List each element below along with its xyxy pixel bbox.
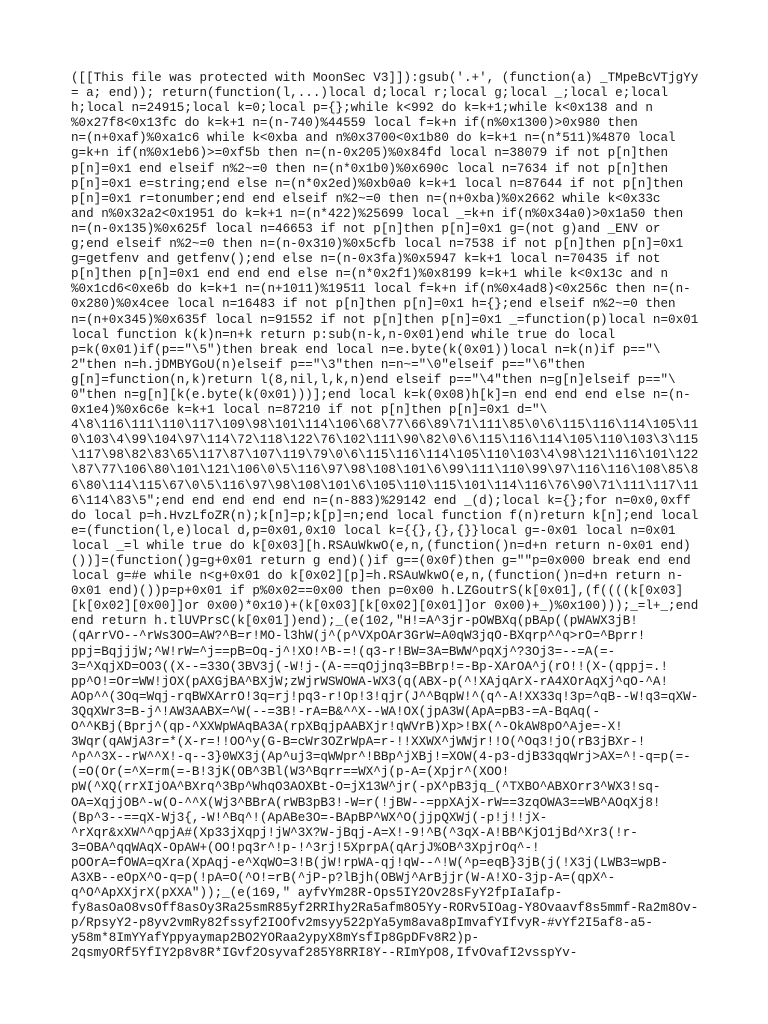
code-line: n=(n+0xaf)%0xa1c6 while k<0xba and n%0x3700<0x1b80 do k=k+1 n=(n*511)%4870 local — [71, 131, 676, 146]
code-line: OA=XqjjOB^-w(O-^^X(Wj3^BBrA(rWB3pB3!-W=r(!jBW--=ppXAjX-rW==3zqOWA3==WB^AOqXj8! — [71, 795, 661, 810]
code-line: 3=^XqjXD=OO3((X--=33O(3BV3j(-W!j-(A-==qOjjnq3=BBrp!=-Bp-XArOA^j(rO!!(X-(qppj=.! — [71, 659, 669, 674]
code-line: fy8asOaO8vsOff8asOy3Ra25smR85yf2RRIhy2Ra5afm8O5Yy-RORv5IOag-Y8Ovaavf8s5mmf-Ra2m8Ov- — [71, 901, 699, 916]
code-line: (qArrVO--^rWs3OO=AW?^B=r!MO-l3hW(j^(p^VXpOAr3GrW=A0qW3jqO-BXqrp^^q>rO=^Bprr! — [71, 629, 646, 644]
code-line: p[n]=0x1 end elseif n%2~=0 then n=(n*0x1b0)%0x690c local n=7634 if not p[n]then — [71, 161, 669, 176]
code-line: 3Wqr(qAWjA3r=*(X-r=!!OO^y(G-B=cWr3OZrWpA=r-!!XXWX^jWWjr!!O(^Oq3!jO(rB3jBXr-! — [71, 735, 646, 750]
code-line: y58m*8ImYYafYppyaymap2BO2YORaa2ypyX8mYsfIp8GpDFv8R2)p- — [71, 931, 480, 946]
code-line: g=getfenv and getfenv();end else n=(n-0x3fa)%0x5947 k=k+1 local n=70435 if not — [71, 252, 661, 267]
code-line: p=k(0x01)if(p=="\5")then break end local n=e.byte(k(0x01))local n=k(n)if p=="\ — [71, 342, 661, 357]
code-line: do local p=h.HvzLfoZR(n);k[n]=p;k[p]=n;end local function f(n)return k[n];end local — [71, 508, 699, 523]
code-line: ppj=BqjjjW;^W!rW=^j==pB=Oq-j^!XO!^B-=!(q3-r!BW=3A=BWW^pqXj^?3Oj3=--=A(=- — [71, 644, 616, 659]
code-line: ^rXqr&xXW^^qpjA#(Xp33jXqpj!jW^3X?W-jBqj-A=X!-9!^B(^3qX-A!BB^KjO1jBd^Xr3(!r- — [71, 825, 638, 840]
code-line: O^^KBj(Bprj^(qp-^XXWpWAqBA3A(rpXBqjpAABXjr!qWVrB)Xp>!BX(^-OkAW8pO^Aje=-X! — [71, 720, 623, 735]
code-line: local g=#e while n<g+0x01 do k[0x02][p]=h.RSAuWkwO(e,n,(function()n=d+n return n- — [71, 569, 684, 584]
code-line: 0"then n=g[n][k(e.byte(k(0x01)))];end local k=k(0x08)h[k]=n end end end else n=(n- — [71, 387, 691, 402]
code-line: p[n]=0x1 r=tonumber;end end elseif n%2~=0 then n=(n+0xba)%0x2662 while k<0x33c — [71, 191, 661, 206]
code-line: p[n]=0x1 e=string;end else n=(n*0x2ed)%0xb0a0 k=k+1 local n=87644 if not p[n]then — [71, 176, 684, 191]
code-line: 4\8\116\111\110\117\109\98\101\114\106\68\77\66\89\71\111\85\0\6\115\116\114\105\11 — [71, 418, 699, 433]
code-line: g[n]=function(n,k)return l(8,nil,l,k,n)end elseif p=="\4"then n=g[n]elseif p=="\ — [71, 372, 676, 387]
code-line: g=k+n if(n%0x1eb6)>=0xf5b then n=(n-0x205)%0x84fd local n=38079 if not p[n]then — [71, 146, 669, 161]
code-line: q^O^ApXXjrX(pXXA"));_(e(169," ayfvYm28R-Ops5IY2Ov28sFyY2fpIaIafp- — [71, 886, 563, 901]
code-line: 2qsmyORf5YfIY2p8v8R*IGvf2Osyvaf285Y8RRI8Y--RImYpO8,IfvOvafI2vsspYv- — [71, 946, 578, 961]
code-line: ^p^^3X--rW^^X!-q--3}0WX3j(Ap^uj3=qWWpr^!BBp^jXBj!=XOW(4-p3-djB33qqWrj>AX=^!-q=p(=- — [71, 750, 691, 765]
code-line: ())]=(function()g=g+0x01 return g end)()if g==(0x0f)then g=""p=0x000 break end end — [71, 554, 691, 568]
code-line: g;end elseif n%2~=0 then n=(n-0x310)%0x5cfb local n=7538 if not p[n]then p[n]=0x1 — [71, 237, 684, 252]
code-line: p/RpsyY2-p8yv2vmRy82fssyf2IOOfv2msyy522pYa5ym8ava8pImvafYIfvyR-#vYf2I5af8-a5- — [71, 916, 653, 931]
code-line: e=(function(l,e)local d,p=0x01,0x10 local k={{},{},{}}local g=-0x01 local n=0x01 — [71, 523, 676, 538]
code-line: p[n]then p[n]=0x1 end end end else n=(n*0x2f1)%0x8199 k=k+1 while k<0x13c and n — [71, 267, 669, 282]
code-line: %0x27f8<0x13fc do k=k+1 n=(n-740)%44559 local f=k+n if(n%0x1300)>0x980 then — [71, 116, 638, 131]
code-line: = a; end)); return(function(l,...)local d;local r;local g;local _;local e;local — [71, 86, 669, 101]
code-line: local _=l while true do k[0x03][h.RSAuWkwO(e,n,(function()n=d+n return n-0x01 end) — [71, 538, 691, 553]
code-line: and n%0x32a2<0x1951 do k=k+1 n=(n*422)%25699 local _=k+n if(n%0x34a0)>0x1a50 then — [71, 206, 684, 221]
code-line: pW(^XQ(rrXIjOA^BXrq^3Bp^WhqO3AOXBt-O=jX13W^jr(-pX^pB3jq_(^TXBO^ABXOrr3^WX3!sq- — [71, 780, 661, 795]
code-line: AOp^^(3Oq=Wqj-rqBWXArrO!3q=rj!pq3-r!Op!3!qjr(J^^BqpW!^(q^-A!XX33q!3p=^qB--W!q3=qXW- — [71, 689, 699, 704]
code-line: 6\114\83\5";end end end end end n=(n-883)%29142 end _(d);local k={};for n=0x0,0xff — [71, 493, 691, 508]
code-line: 0x01 end)())p=p+0x01 if p%0x02==0x00 then p=0x00 h.LZGoutrS(k[0x01],(f((((k[0x03] — [71, 584, 684, 599]
code-line: pp^O!=Or=WW!jOX(pAXGjBA^BXjW;zWjrWSWOWA-WX3(q(ABX-p(^!XAjqArX-rA4XOrAqXj^qO-^A! — [71, 674, 669, 689]
code-line: 3=OBA^qqWAqX-OpAW+(OO!pq3r^!p-!^3rj!5XprpA(qArjJ%OB^3XpjrOq^-! — [71, 840, 540, 855]
code-line: \117\98\82\83\65\117\87\107\119\79\0\6\115\116\114\105\110\103\4\98\121\116\101\122 — [71, 448, 699, 463]
code-line: 2"then n=h.jDMBYGoU(n)elseif p=="\3"then n=n~="\0"elseif p=="\6"then — [71, 357, 585, 372]
code-line: A3XB--eOpX^O-q=p(!pA=O(^O!=rB(^jP-p?lBjh(OBWj^ArBjjr(W-A!XO-3jp-A=(qpX^- — [71, 870, 616, 885]
code-line: 6\80\114\115\67\0\5\116\97\98\108\101\6\105\110\115\101\114\116\76\90\71\111\117\11 — [71, 478, 699, 493]
code-line: h;local n=24915;local k=0;local p={};while k<992 do k=k+1;while k<0x138 and n — [71, 101, 653, 116]
code-line: local function k(k)n=n+k return p:sub(n-k,n-0x01)end while true do local — [71, 327, 616, 342]
code-line: ([[This file was protected with MoonSec V3]]):gsub('.+', (function(a) _TMpeBcVTjgYy — [71, 71, 699, 85]
code-line: (Bp^3--==qX-Wj3{,-W!^Bq^!(ApABe3O=-BApBP^WX^O(jjpQXWj(-p!j!!jX- — [71, 810, 548, 825]
code-line: 0x1e4)%0x6c6e k=k+1 local n=87210 if not p[n]then p[n]=0x1 d="\ — [71, 403, 548, 418]
obfuscated-code-block — [71, 71, 701, 962]
code-line: end return h.tlUVPrsC(k[0x01])end);_(e(102,"H!=A^3jr-pOWBXq(pBAp((pWAWX3jB! — [71, 614, 638, 629]
code-line: %0x1cd6<0xe6b do k=k+1 n=(n+1011)%19511 local f=k+n if(n%0x4ad8)<0x256c then n=(n- — [71, 282, 691, 297]
code-line: 3QqXWr3=B-j^!AW3AABX=^W(--=3B!-rA=B&^^X--WA!OX(jpA3W(ApA=pB3-=A-BqAq(- — [71, 704, 601, 719]
code-line: (=O(Or(=^X=rm(=-B!3jK(OB^3Bl(W3^Bqrr==WX^j(p-A=(Xpjr^(XOO! — [71, 765, 510, 780]
code-line: \87\77\106\80\101\121\106\0\5\116\97\98\108\101\6\99\111\110\99\97\116\116\108\85\8 — [71, 463, 699, 478]
code-line: 0x280)%0x4cee local n=16483 if not p[n]then p[n]=0x1 h={};end elseif n%2~=0 then — [71, 297, 676, 312]
code-line: [k[0x02][0x00]]or 0x00)*0x10)+(k[0x03][k[0x02][0x01]]or 0x00)+_)%0x100)));_=l+_;end — [71, 599, 699, 614]
code-line: 0\103\4\99\104\97\114\72\118\122\76\102\111\90\82\0\6\115\116\114\105\110\103\3\115 — [71, 433, 699, 448]
code-line: n=(n-0x135)%0x625f local n=46653 if not p[n]then p[n]=0x1 g=(not g)and _ENV or — [71, 221, 661, 236]
code-line: pOOrA=fOWA=qXra(XpAqj-e^XqWO=3!B(jW!rpWA-qj!qW--^!W(^p=eqB}3jB(j(!X3j(LWB3=wpB- — [71, 855, 669, 870]
code-line: n=(n+0x345)%0x635f local n=91552 if not p[n]then p[n]=0x1 _=function(p)local n=0x01 — [71, 312, 699, 327]
